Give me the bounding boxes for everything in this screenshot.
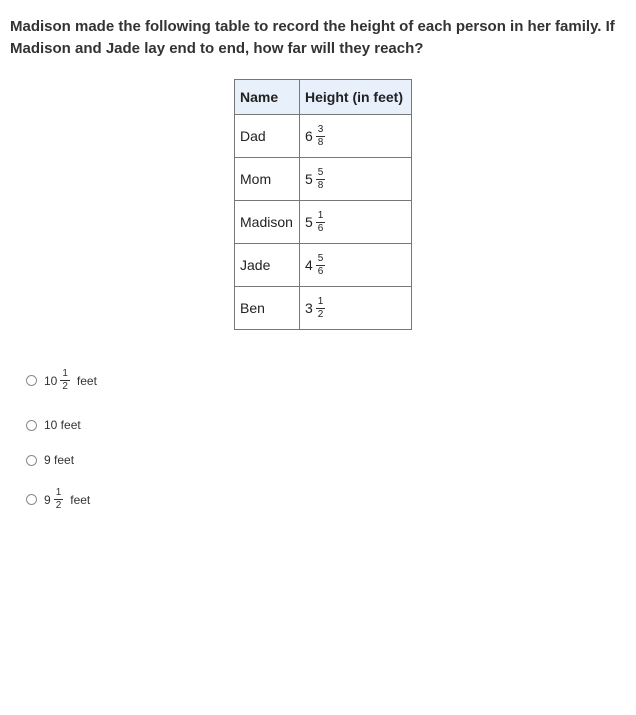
- radio-button[interactable]: [26, 455, 37, 466]
- mixed-number: [305, 210, 325, 235]
- answer-choice-1[interactable]: [26, 368, 97, 393]
- denominator: 6: [317, 222, 324, 234]
- fraction: [60, 368, 70, 393]
- mixed-number: [44, 368, 70, 393]
- table-row: [235, 201, 412, 244]
- fraction: [316, 253, 326, 278]
- cell-height: [300, 158, 412, 201]
- unit-label: feet: [76, 373, 97, 388]
- denominator: 6: [317, 265, 324, 277]
- fraction: [316, 210, 326, 235]
- whole-part: 6: [305, 128, 313, 144]
- numerator: 5: [317, 166, 324, 178]
- numerator: 5: [317, 252, 324, 264]
- denominator: 2: [317, 308, 324, 320]
- answer-choice-3[interactable]: [26, 453, 74, 467]
- table-row: [235, 115, 412, 158]
- numerator: 1: [317, 295, 324, 307]
- cell-height: [300, 115, 412, 158]
- cell-height: [300, 201, 412, 244]
- numerator: 3: [317, 123, 324, 135]
- numerator: 1: [62, 368, 68, 379]
- cell-height: [300, 244, 412, 287]
- whole-part: 5: [305, 171, 313, 187]
- table-row: [235, 158, 412, 201]
- numerator: 1: [55, 487, 62, 498]
- table-row: [235, 287, 412, 330]
- whole-part: 5: [305, 214, 313, 230]
- denominator: 8: [317, 136, 324, 148]
- whole-part: 10: [44, 373, 58, 388]
- choice-label: 9 feet: [44, 453, 75, 467]
- unit-label: feet: [70, 492, 91, 507]
- radio-button[interactable]: [26, 375, 37, 386]
- fraction: [316, 167, 326, 192]
- mixed-number: [305, 124, 325, 149]
- cell-name: Ben: [235, 287, 300, 330]
- choice-label: 10 feet: [44, 418, 81, 432]
- cell-name: Madison: [235, 201, 300, 244]
- column-header-height: Height (in feet): [300, 80, 412, 115]
- mixed-number: [44, 487, 63, 512]
- cell-name: Dad: [235, 115, 300, 158]
- radio-button[interactable]: [26, 494, 37, 505]
- mixed-number: [305, 167, 325, 192]
- whole-part: 4: [305, 257, 313, 273]
- answer-choice-4[interactable]: [26, 487, 90, 512]
- denominator: 8: [317, 179, 324, 191]
- fraction: [316, 296, 326, 321]
- mixed-number: [305, 296, 325, 321]
- whole-part: 9: [44, 492, 51, 507]
- mixed-number: [305, 253, 325, 278]
- radio-button[interactable]: [26, 420, 37, 431]
- denominator: 2: [62, 381, 68, 392]
- answer-choice-2[interactable]: [26, 418, 81, 432]
- height-table-container: [234, 79, 412, 330]
- denominator: 2: [55, 500, 62, 511]
- fraction: [54, 487, 64, 512]
- cell-name: Jade: [235, 244, 300, 287]
- table-row: [235, 244, 412, 287]
- question-text: Madison made the following table to record the height of each person in her family. If Madison and Jade lay end to end, how far will they reach?: [10, 18, 615, 57]
- whole-part: 3: [305, 300, 313, 316]
- cell-height: [300, 287, 412, 330]
- height-table: [234, 79, 412, 330]
- table-header-row: [235, 80, 412, 115]
- numerator: 1: [317, 209, 324, 221]
- fraction: [316, 124, 326, 149]
- column-header-name: Name: [235, 80, 300, 115]
- cell-name: Mom: [235, 158, 300, 201]
